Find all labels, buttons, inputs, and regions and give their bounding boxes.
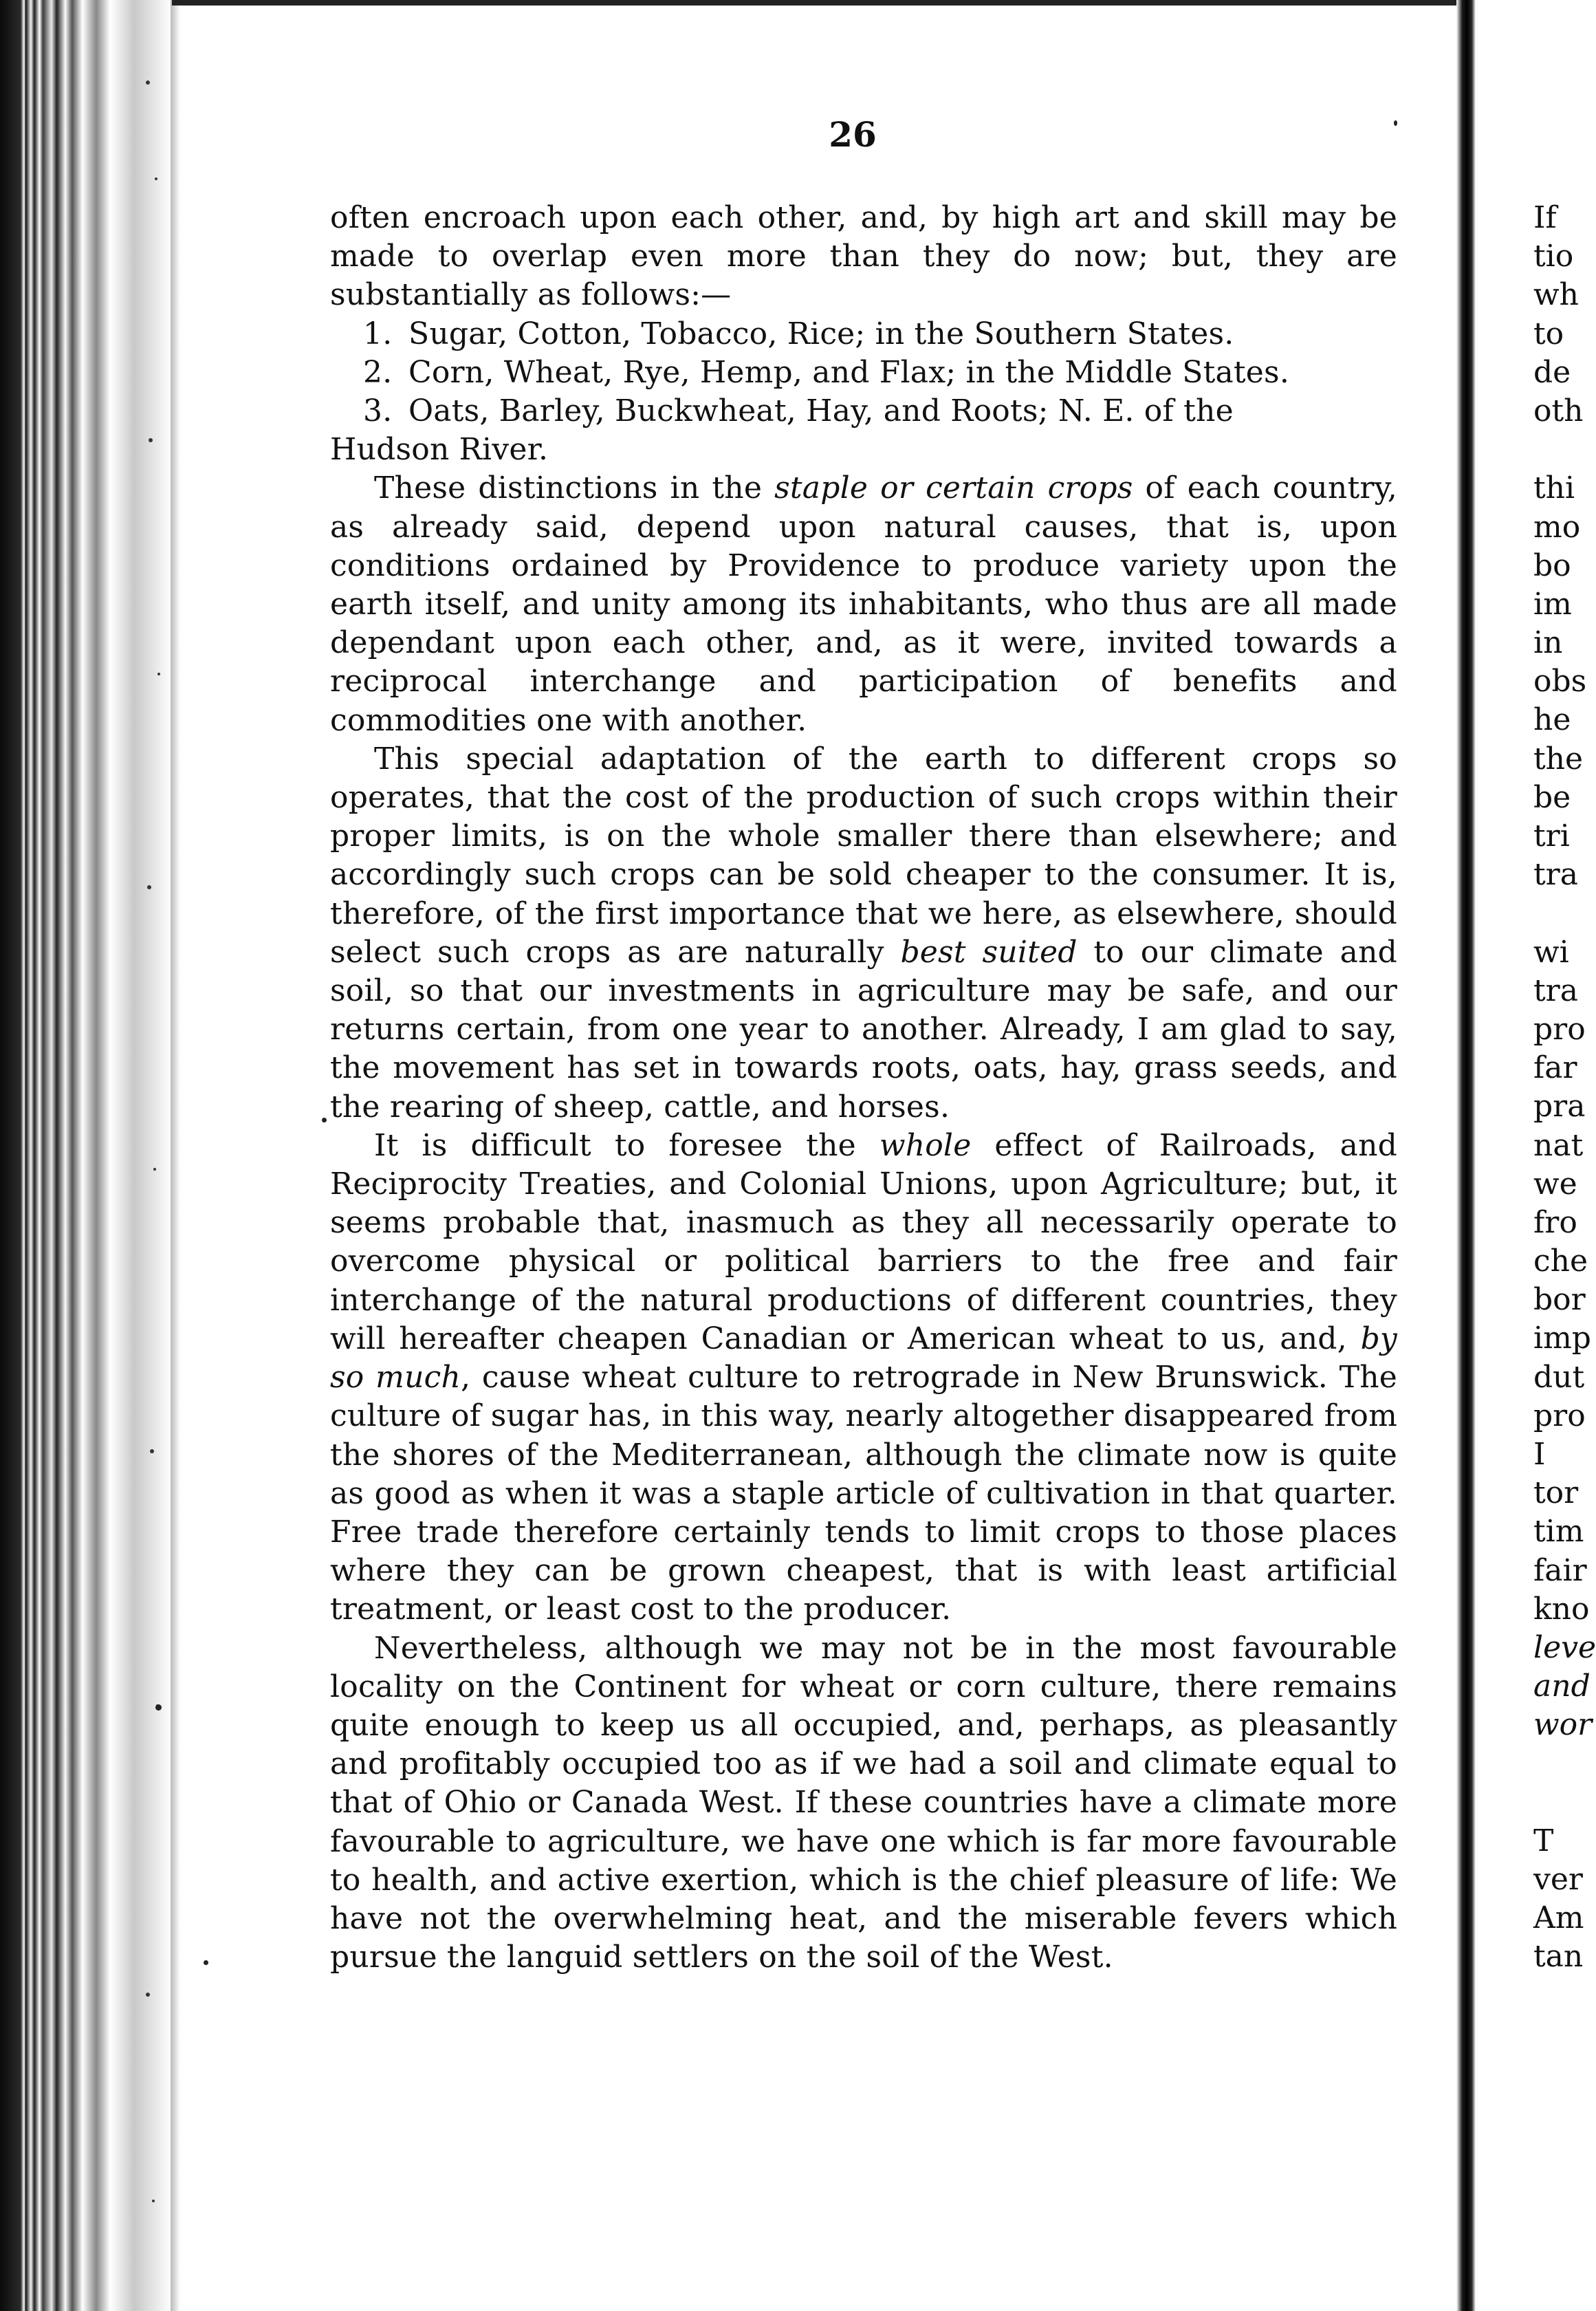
paragraph-4-text: , cause wheat culture to retrograde in New Brunswick. The culture of sugar has, in this way, nearly altogether disappeared from the shores of the Mediterranean, although the climate now is quite as good as when it was a staple article of cultivation in that quarter. Free trade therefore certainly tends to limit crops to those places where they can be grown cheapest, that is with least artificial treatment, or least cost to the producer. — [330, 1360, 1398, 1627]
facing-page-fragment: mo — [1533, 509, 1581, 545]
facing-page-fragment: tan — [1533, 1939, 1584, 1975]
facing-page-fragment — [1533, 894, 1584, 933]
facing-page-fragment: T — [1533, 1823, 1554, 1858]
facing-page-fragment: tra — [1533, 973, 1578, 1008]
list-text: Sugar, Cotton, Tobacco, Rice; in the Southern States. — [408, 316, 1234, 351]
page-edge-shadow — [171, 0, 180, 2311]
facing-page-fragment: we — [1533, 1166, 1577, 1202]
page-speck — [155, 1704, 162, 1711]
page-speck — [204, 1960, 208, 1965]
list-item — [330, 315, 1397, 354]
facing-page-fragment: If — [1533, 200, 1557, 235]
facing-page-fragment: im — [1533, 586, 1572, 622]
facing-page-fragment: wor — [1533, 1707, 1593, 1743]
facing-page-fragment: pro — [1533, 1398, 1586, 1433]
paragraph-3-text: to our climate and soil, so that our investments in agriculture may be safe, and our returns certain, from one year to another. Already, I am glad to say, the movement has set in towards roots, oats, hay, grass seeds, and the rearing of sheep, cattle, and horses. — [330, 934, 1398, 1125]
facing-page-fragment: bor — [1533, 1282, 1586, 1318]
facing-page-fragment: in — [1533, 625, 1563, 661]
facing-page-fragment: nat — [1533, 1127, 1584, 1163]
facing-page-fragment: and — [1533, 1669, 1590, 1704]
facing-page-fragment: wi — [1533, 934, 1569, 970]
page-number: 26 — [829, 114, 877, 155]
facing-page-fragment: I — [1533, 1437, 1546, 1472]
facing-page-fragment — [1533, 431, 1584, 469]
paragraph-2-text: of each country, as already said, depend upon natural causes, that is, upon conditions ordained by Providence to produce variety upon the earth itself, and unity among its inhabitants, who thus are all made dependant upon each other, and, as it were, invited towards a reciprocal interchange and participation of benefits and commodities one with another. — [330, 470, 1397, 738]
list-item — [330, 392, 1397, 431]
facing-page-fragment: tri — [1533, 818, 1570, 854]
list-text: Corn, Wheat, Rye, Hemp, and Flax; in the Middle States. — [408, 354, 1290, 390]
facing-page-fragment: leve — [1533, 1629, 1596, 1665]
paragraph-5: Nevertheless, although we may not be in the most favourable locality on the Continent for wheat or corn culture, there remains quite enough to keep us all occupied, and, perhaps, as pleasantly and profitably occupied too as if we had a soil and climate equal to that of Ohio or Canada West. If these countries have a climate more favourable to agriculture, we have one which is far more favourable to health, and active exertion, which is the chief pleasure of life: We have not the overwhelming heat, and the miserable fevers which pursue the languid settlers on the soil of the West. — [330, 1630, 1397, 1975]
paragraph-4 — [330, 1127, 1397, 1629]
page-top-border — [172, 0, 1456, 6]
facing-page-fragment: fair — [1533, 1552, 1587, 1588]
paragraph-2 — [330, 469, 1397, 739]
facing-page-fragment: imp — [1533, 1321, 1591, 1356]
list-number: 1. — [363, 316, 393, 351]
list-text: Oats, Barley, Buckwheat, Hay, and Roots; N. E. of the — [408, 393, 1234, 429]
facing-page-fragment: wh — [1533, 277, 1579, 313]
facing-page-text-fragments — [1533, 199, 1596, 1977]
facing-page-fragment: far — [1533, 1050, 1577, 1086]
paragraph-2-italic: staple or certain crops — [774, 470, 1133, 506]
paragraph-3-italic: best suited — [900, 934, 1078, 970]
paragraph-2-text: These distinctions in the — [374, 470, 775, 506]
facing-page-fragment: kno — [1533, 1591, 1590, 1627]
facing-page-fragment: che — [1533, 1244, 1588, 1279]
spine-texture — [141, 0, 168, 2311]
facing-page-fragment: dut — [1533, 1359, 1585, 1395]
facing-page-fragment: thi — [1533, 470, 1575, 506]
list-number: 2. — [363, 354, 393, 390]
paragraph-4-text: effect of Railroads, and Reciprocity Treaties, and Colonial Unions, upon Agriculture; but, it seems probable that, inasmuch as they all necessarily operate to overcome physical or political barriers to the free and fair interchange of the natural productions of different countries, they will hereafter cheapen Canadian or American wheat to us, and, — [330, 1127, 1397, 1356]
facing-page-fragment: pro — [1533, 1011, 1586, 1047]
facing-page-fragment: ver — [1533, 1862, 1583, 1898]
facing-page-fragment: de — [1533, 354, 1571, 390]
page-speck — [322, 1118, 327, 1122]
facing-page-fragment: bo — [1533, 547, 1571, 583]
facing-page-fragment: tor — [1533, 1475, 1579, 1511]
facing-page-fragment: fro — [1533, 1204, 1577, 1240]
facing-page-fragment: to — [1533, 316, 1564, 351]
facing-page-fragment: be — [1533, 779, 1571, 815]
facing-page-fragment: he — [1533, 702, 1571, 738]
facing-page-fragment: pra — [1533, 1089, 1586, 1125]
paragraph-3 — [330, 740, 1397, 1127]
paragraph-4-text: It is difficult to foresee the — [374, 1127, 879, 1163]
list-continuation: Hudson River. — [330, 432, 549, 468]
facing-page-fragment: Am — [1533, 1900, 1584, 1936]
page-body — [330, 199, 1397, 1977]
facing-page-fragment: tio — [1533, 239, 1574, 274]
paragraph-3-text: This special adaptation of the earth to different crops so operates, that the cost of the production of such crops within their proper limits, is on the whole smaller there than elsewhere; and accordingly such crops can be sold cheaper to the consumer. It is, therefore, of the first importance that we here, as elsewhere, should select such crops as are naturally — [330, 741, 1397, 970]
paragraph-4-italic: whole — [879, 1127, 972, 1163]
facing-page-fragment — [1533, 1745, 1584, 1783]
paragraph-1: often encroach upon each other, and, by high art and skill may be made to overlap even more than they do now; but, they are substantially as follows:— — [330, 200, 1397, 313]
list-number: 3. — [363, 393, 393, 429]
facing-page-fragment: tra — [1533, 857, 1578, 893]
list-item — [330, 354, 1397, 392]
facing-page-fragment: tim — [1533, 1514, 1584, 1550]
book-gutter — [1456, 0, 1476, 2311]
paragraph-4-italic: by so much — [330, 1321, 1397, 1396]
page-speck — [1394, 120, 1397, 126]
facing-page-fragment — [1533, 1783, 1584, 1822]
facing-page-fragment: obs — [1533, 664, 1587, 699]
facing-page-fragment: the — [1533, 741, 1584, 777]
facing-page-fragment: oth — [1533, 393, 1584, 428]
